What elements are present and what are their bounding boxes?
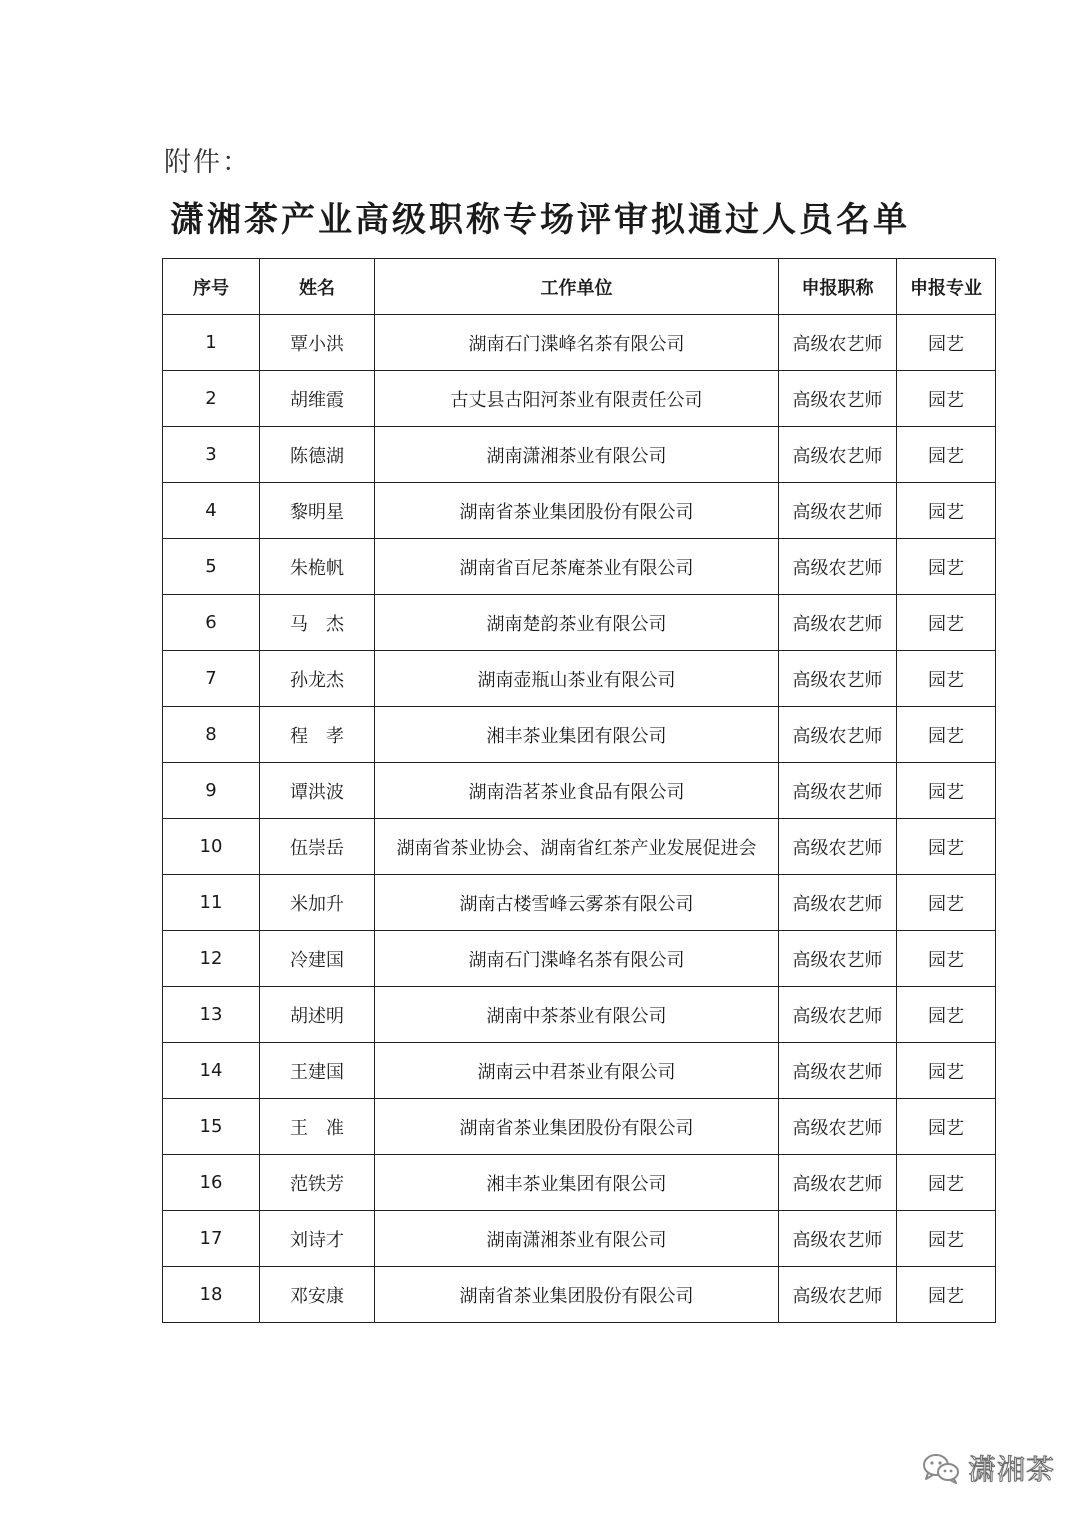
cell-applied-title: 高级农艺师 — [779, 483, 897, 539]
header-applied-title: 申报职称 — [779, 259, 897, 315]
table-row — [163, 483, 996, 539]
cell-work-unit: 湖南潇湘茶业有限公司 — [375, 427, 779, 483]
cell-applied-specialty: 园艺 — [897, 875, 996, 931]
cell-applied-title: 高级农艺师 — [779, 651, 897, 707]
table-header-row — [163, 259, 996, 315]
table-row — [163, 1267, 996, 1323]
cell-applied-title: 高级农艺师 — [779, 931, 897, 987]
table-row — [163, 763, 996, 819]
cell-work-unit: 湖南省百尼茶庵茶业有限公司 — [375, 539, 779, 595]
cell-applied-specialty: 园艺 — [897, 427, 996, 483]
table-row — [163, 427, 996, 483]
cell-applied-specialty: 园艺 — [897, 371, 996, 427]
cell-name: 朱桅帆 — [260, 539, 375, 595]
attachment-label: 附件： — [164, 147, 251, 178]
cell-serial-number: 9 — [163, 763, 260, 819]
cell-applied-specialty: 园艺 — [897, 539, 996, 595]
header-work-unit: 工作单位 — [375, 259, 779, 315]
cell-name: 王 准 — [260, 1099, 375, 1155]
cell-name: 伍崇岳 — [260, 819, 375, 875]
cell-serial-number: 12 — [163, 931, 260, 987]
cell-name: 范铁芳 — [260, 1155, 375, 1211]
cell-applied-title: 高级农艺师 — [779, 1211, 897, 1267]
cell-name: 黎明星 — [260, 483, 375, 539]
document-title: 潇湘茶产业高级职称专场评审拟通过人员名单 — [170, 200, 910, 240]
cell-serial-number: 4 — [163, 483, 260, 539]
cell-name: 刘诗才 — [260, 1211, 375, 1267]
cell-work-unit: 湘丰茶业集团有限公司 — [375, 707, 779, 763]
cell-work-unit: 古丈县古阳河茶业有限责任公司 — [375, 371, 779, 427]
table-row — [163, 539, 996, 595]
cell-name: 谭洪波 — [260, 763, 375, 819]
cell-serial-number: 8 — [163, 707, 260, 763]
cell-serial-number: 11 — [163, 875, 260, 931]
cell-applied-title: 高级农艺师 — [779, 371, 897, 427]
cell-applied-title: 高级农艺师 — [779, 1043, 897, 1099]
cell-serial-number: 5 — [163, 539, 260, 595]
cell-serial-number: 15 — [163, 1099, 260, 1155]
cell-name: 冷建国 — [260, 931, 375, 987]
cell-applied-title: 高级农艺师 — [779, 427, 897, 483]
cell-work-unit: 湖南石门渫峰名茶有限公司 — [375, 931, 779, 987]
table-row — [163, 1043, 996, 1099]
cell-name: 马 杰 — [260, 595, 375, 651]
cell-work-unit: 湘丰茶业集团有限公司 — [375, 1155, 779, 1211]
table-row — [163, 707, 996, 763]
cell-work-unit: 湖南省茶业集团股份有限公司 — [375, 1267, 779, 1323]
cell-applied-title: 高级农艺师 — [779, 1267, 897, 1323]
cell-serial-number: 6 — [163, 595, 260, 651]
header-name: 姓名 — [260, 259, 375, 315]
table-row — [163, 1099, 996, 1155]
cell-name: 米加升 — [260, 875, 375, 931]
cell-applied-title: 高级农艺师 — [779, 819, 897, 875]
cell-work-unit: 湖南楚韵茶业有限公司 — [375, 595, 779, 651]
approved-personnel-table — [162, 258, 996, 1323]
cell-work-unit: 湖南省茶业协会、湖南省红茶产业发展促进会 — [375, 819, 779, 875]
cell-work-unit: 湖南中茶茶业有限公司 — [375, 987, 779, 1043]
table-row — [163, 987, 996, 1043]
cell-applied-specialty: 园艺 — [897, 595, 996, 651]
table-row — [163, 1155, 996, 1211]
cell-applied-specialty: 园艺 — [897, 819, 996, 875]
cell-applied-specialty: 园艺 — [897, 1267, 996, 1323]
cell-work-unit: 湖南石门渫峰名茶有限公司 — [375, 315, 779, 371]
cell-applied-specialty: 园艺 — [897, 1043, 996, 1099]
table-row — [163, 371, 996, 427]
cell-work-unit: 湖南浩茗茶业食品有限公司 — [375, 763, 779, 819]
cell-applied-specialty: 园艺 — [897, 931, 996, 987]
header-applied-specialty: 申报专业 — [897, 259, 996, 315]
table-row — [163, 651, 996, 707]
cell-applied-title: 高级农艺师 — [779, 987, 897, 1043]
cell-name: 孙龙杰 — [260, 651, 375, 707]
cell-serial-number: 7 — [163, 651, 260, 707]
cell-name: 陈德湖 — [260, 427, 375, 483]
cell-applied-specialty: 园艺 — [897, 651, 996, 707]
cell-work-unit: 湖南壶瓶山茶业有限公司 — [375, 651, 779, 707]
cell-applied-title: 高级农艺师 — [779, 707, 897, 763]
cell-work-unit: 湖南省茶业集团股份有限公司 — [375, 483, 779, 539]
cell-applied-specialty: 园艺 — [897, 1155, 996, 1211]
table-row — [163, 315, 996, 371]
cell-serial-number: 17 — [163, 1211, 260, 1267]
cell-name: 覃小洪 — [260, 315, 375, 371]
table-row — [163, 875, 996, 931]
wechat-watermark — [922, 1448, 1055, 1488]
cell-applied-title: 高级农艺师 — [779, 595, 897, 651]
cell-work-unit: 湖南云中君茶业有限公司 — [375, 1043, 779, 1099]
cell-applied-specialty: 园艺 — [897, 707, 996, 763]
cell-applied-specialty: 园艺 — [897, 763, 996, 819]
cell-serial-number: 14 — [163, 1043, 260, 1099]
cell-applied-title: 高级农艺师 — [779, 315, 897, 371]
wechat-icon — [922, 1452, 960, 1484]
cell-name: 胡述明 — [260, 987, 375, 1043]
cell-serial-number: 18 — [163, 1267, 260, 1323]
cell-applied-specialty: 园艺 — [897, 1211, 996, 1267]
cell-work-unit: 湖南古楼雪峰云雾茶有限公司 — [375, 875, 779, 931]
cell-serial-number: 3 — [163, 427, 260, 483]
cell-serial-number: 2 — [163, 371, 260, 427]
cell-serial-number: 1 — [163, 315, 260, 371]
cell-name: 程 孝 — [260, 707, 375, 763]
cell-name: 胡维霞 — [260, 371, 375, 427]
cell-applied-title: 高级农艺师 — [779, 539, 897, 595]
table-row — [163, 1211, 996, 1267]
cell-serial-number: 16 — [163, 1155, 260, 1211]
cell-applied-title: 高级农艺师 — [779, 1155, 897, 1211]
watermark-text: 潇湘茶 — [968, 1453, 1056, 1486]
cell-name: 王建国 — [260, 1043, 375, 1099]
cell-work-unit: 湖南省茶业集团股份有限公司 — [375, 1099, 779, 1155]
cell-name: 邓安康 — [260, 1267, 375, 1323]
cell-applied-specialty: 园艺 — [897, 483, 996, 539]
cell-applied-title: 高级农艺师 — [779, 875, 897, 931]
cell-applied-specialty: 园艺 — [897, 315, 996, 371]
cell-serial-number: 13 — [163, 987, 260, 1043]
cell-applied-title: 高级农艺师 — [779, 763, 897, 819]
header-serial-number: 序号 — [163, 259, 260, 315]
cell-serial-number: 10 — [163, 819, 260, 875]
table-row — [163, 931, 996, 987]
table-row — [163, 819, 996, 875]
table-row — [163, 595, 996, 651]
cell-applied-specialty: 园艺 — [897, 987, 996, 1043]
cell-applied-title: 高级农艺师 — [779, 1099, 897, 1155]
cell-applied-specialty: 园艺 — [897, 1099, 996, 1155]
cell-work-unit: 湖南潇湘茶业有限公司 — [375, 1211, 779, 1267]
